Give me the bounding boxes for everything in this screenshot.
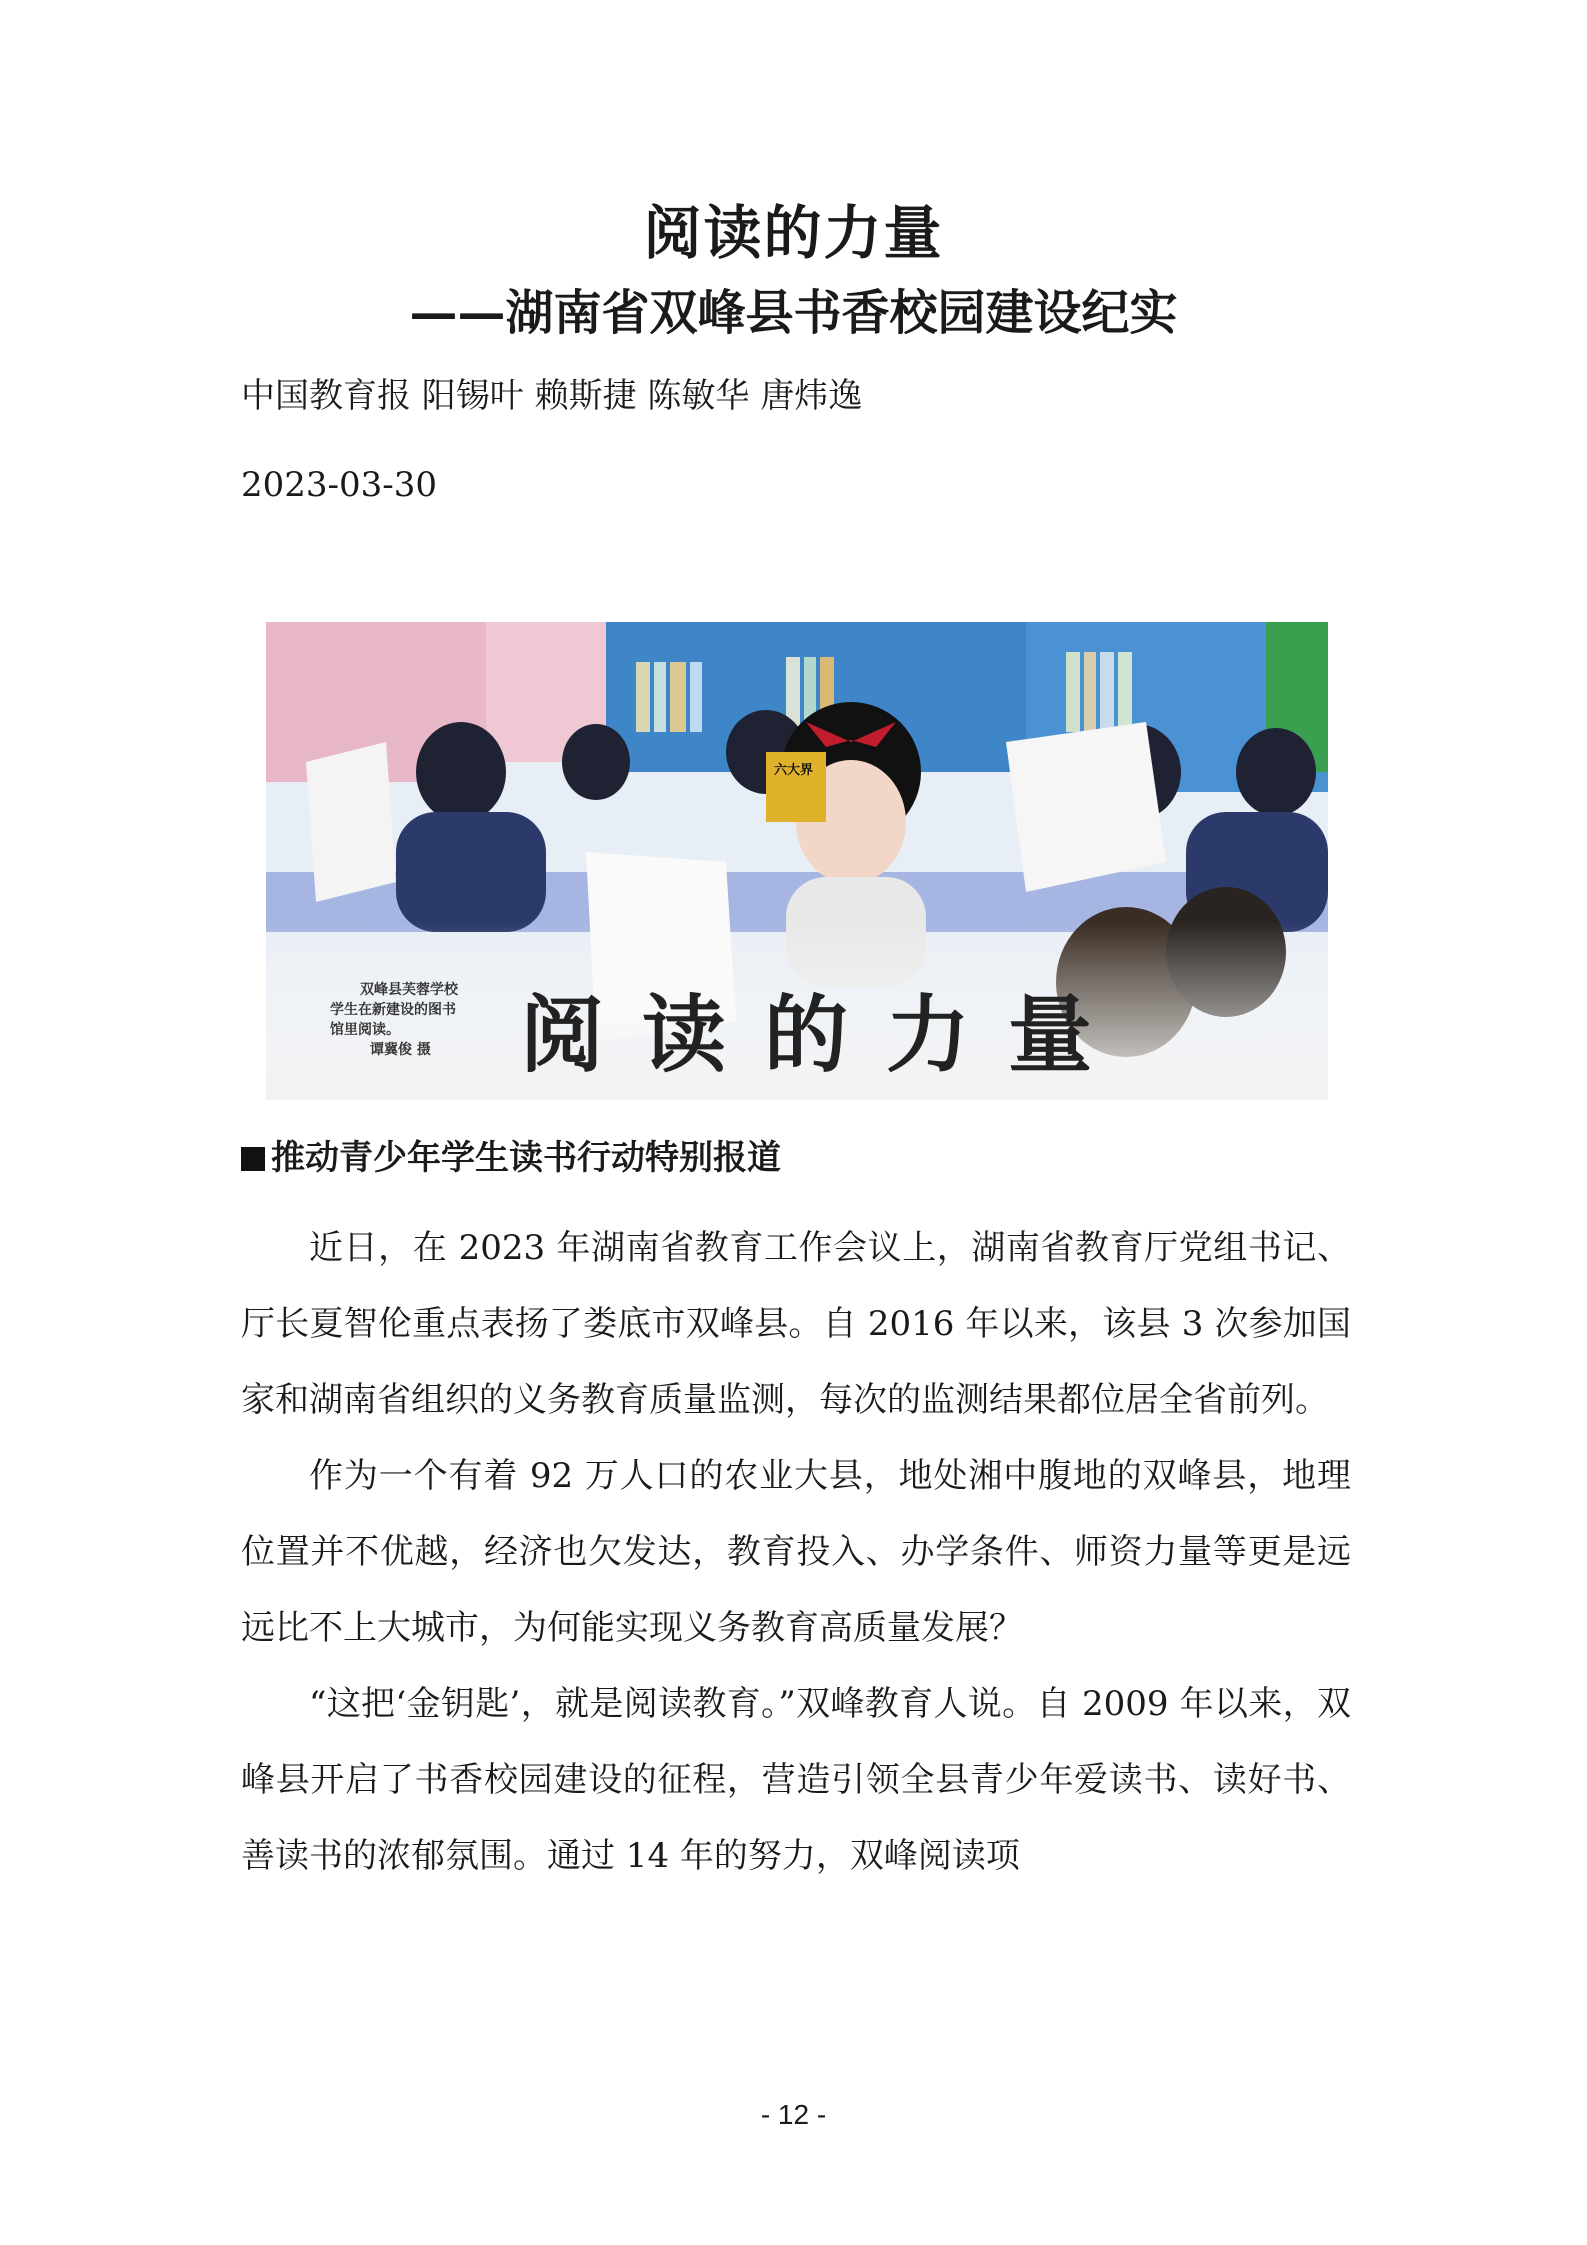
photo-caption [330,980,458,1060]
caption-line: 馆里阅读。 [330,1022,400,1038]
square-bullet-icon [241,1147,265,1171]
section-heading-text: 推动青少年学生读书行动特别报道 [271,1138,781,1178]
book-label: 六大界 [774,763,814,778]
body-paragraph: “这把‘金钥匙’，就是阅读教育。”双峰教育人说。自 2009 年以来，双峰县开启了书香校园建设的征程，营造引领全县青少年爱读书、读好书、善读书的浓郁氛围。通过 14 年的努力，双峰阅读项 [241,1684,1351,1876]
article-title: 阅读的力量 [643,199,944,267]
article-body [241,1210,1351,1894]
publish-date: 2023-03-30 [241,465,438,505]
library-photo [266,622,1328,1100]
page-number: - 12 - [760,2099,827,2130]
article-subtitle: ——湖南省双峰县书香校园建设纪实 [409,285,1178,341]
photo-overlay-title: 阅读的力量 [520,986,1131,1084]
caption-line: 谭冀俊 摄 [370,1042,431,1058]
byline: 中国教育报 阳锡叶 赖斯捷 陈敏华 唐炜逸 [241,376,863,416]
body-paragraph: 近日，在 2023 年湖南省教育工作会议上，湖南省教育厅党组书记、厅长夏智伦重点表扬了娄底市双峰县。自 2016 年以来，该县 3 次参加国家和湖南省组织的义务教育质量监测，每次的监测结果都位居全省前列。 [241,1228,1351,1420]
body-paragraph: 作为一个有着 92 万人口的农业大县，地处湘中腹地的双峰县，地理位置并不优越，经济也欠发达，教育投入、办学条件、师资力量等更是远远比不上大城市，为何能实现义务教育高质量发展？ [241,1456,1351,1648]
caption-line: 双峰县芙蓉学校 [360,982,458,998]
section-heading [241,1133,781,1183]
caption-line: 学生在新建设的图书 [330,1002,456,1018]
